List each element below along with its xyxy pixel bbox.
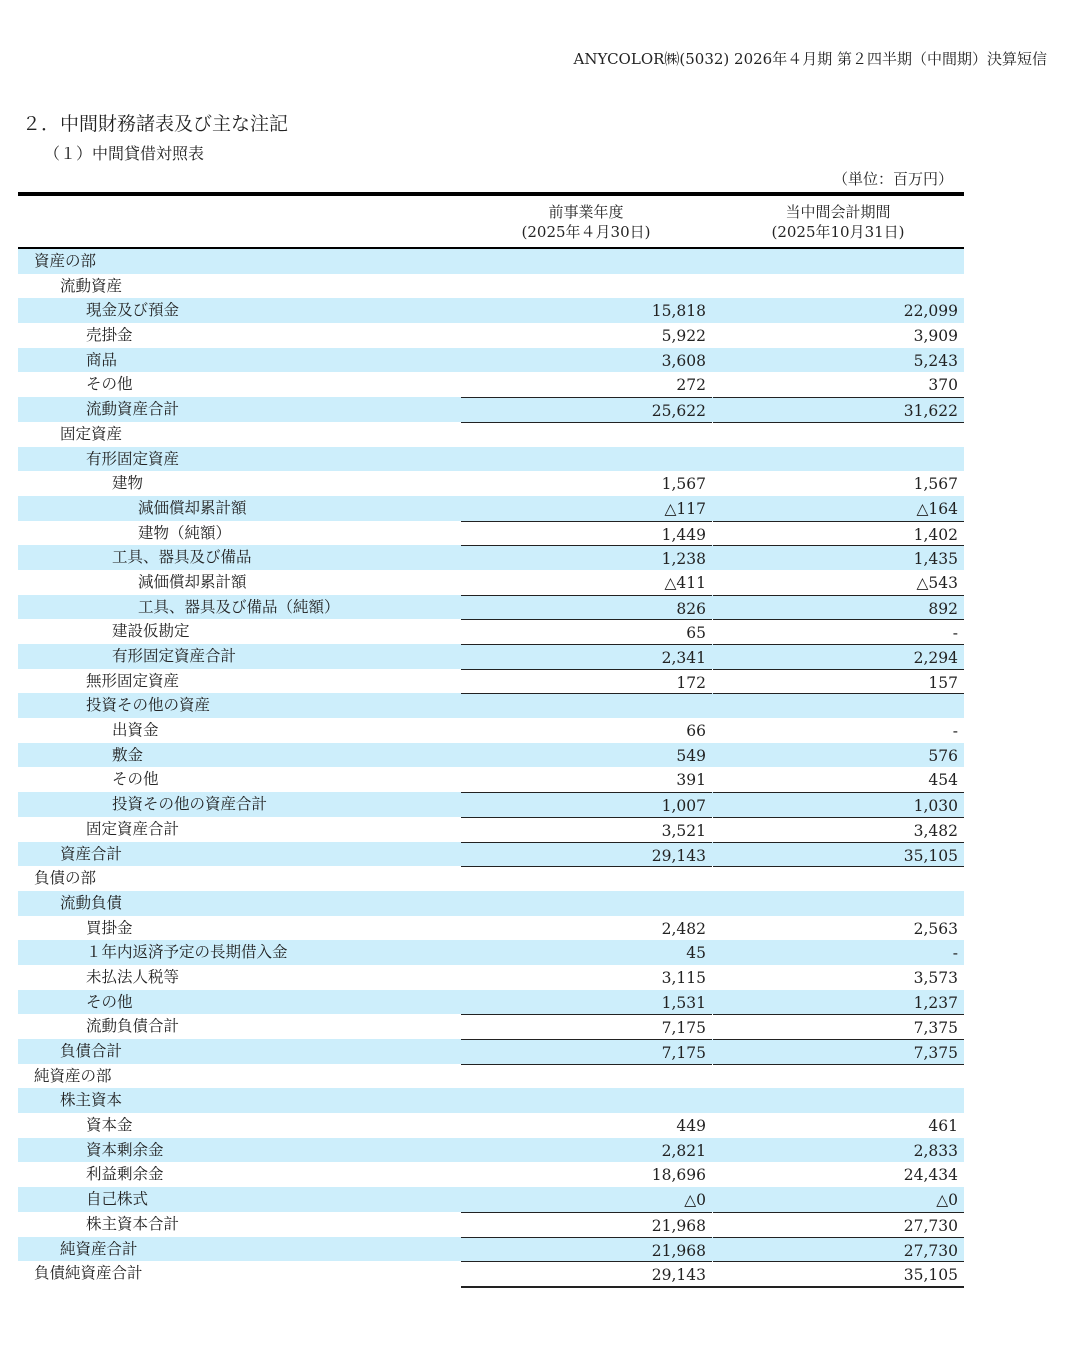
- value-current: 27,730: [713, 1237, 964, 1262]
- row-label: 負債純資産合計: [34, 1264, 143, 1283]
- table-row: [18, 447, 964, 472]
- value-current: 1,435: [713, 545, 964, 570]
- row-label: 商品: [86, 350, 118, 369]
- row-label: 有形固定資産合計: [112, 647, 237, 665]
- row-label: 建設仮勘定: [112, 622, 190, 641]
- table-row: [18, 521, 964, 546]
- row-label: 資産合計: [60, 844, 123, 863]
- value-prior: 549: [676, 746, 706, 765]
- row-label: 有形固定資産: [86, 449, 180, 468]
- table-row: [18, 274, 964, 299]
- value-current: 370: [928, 376, 958, 395]
- row-label: 固定資産合計: [86, 819, 180, 838]
- table-top-rule: [18, 192, 964, 196]
- table-row: [18, 1064, 964, 1089]
- row-label: 純資産合計: [60, 1239, 138, 1258]
- row-label: 敷金: [112, 745, 144, 764]
- value-prior: 65: [461, 619, 712, 644]
- value-prior: 25,622: [461, 397, 712, 422]
- table-row: [18, 1261, 964, 1286]
- table-row: [18, 595, 964, 620]
- table-row: [18, 743, 964, 768]
- value-current: [713, 447, 964, 472]
- value-current: 7,375: [713, 1039, 964, 1064]
- value-current: -: [952, 722, 958, 741]
- value-prior: 2,482: [661, 919, 706, 938]
- table-row: [18, 1187, 964, 1212]
- value-current: 1,030: [713, 792, 964, 817]
- unit-note: （単位：百万円）: [832, 170, 953, 188]
- value-prior: 29,143: [461, 1261, 712, 1286]
- value-prior: 1,531: [661, 993, 706, 1012]
- table-row: [18, 792, 964, 817]
- value-current: 31,622: [713, 397, 964, 422]
- row-label: 工具、器具及び備品（純額）: [138, 597, 340, 616]
- row-label: 流動負債: [60, 893, 123, 912]
- row-label: １年内返済予定の長期借入金: [86, 943, 288, 962]
- column-header-current-line1: 当中間会計期間: [785, 203, 891, 221]
- value-current: 27,730: [713, 1212, 964, 1237]
- table-row: [18, 496, 964, 521]
- value-current: 2,563: [913, 919, 958, 938]
- table-row: [18, 693, 964, 718]
- row-label: 自己株式: [86, 1190, 149, 1209]
- row-label: 投資その他の資産合計: [112, 795, 268, 814]
- value-prior: [461, 891, 712, 916]
- value-prior: △411: [664, 573, 706, 592]
- row-label: 資本剰余金: [86, 1140, 164, 1159]
- value-prior: 45: [686, 944, 706, 963]
- value-current: 461: [928, 1117, 958, 1136]
- value-prior: 272: [676, 376, 706, 395]
- table-row: [18, 422, 964, 447]
- value-current: [713, 1064, 964, 1089]
- row-label: 建物（純額）: [138, 523, 232, 542]
- table-row: [18, 1088, 964, 1113]
- value-current: [713, 866, 964, 891]
- value-current: 1,237: [913, 993, 958, 1012]
- value-prior: 1,238: [461, 545, 712, 570]
- value-current: 2,833: [913, 1141, 958, 1160]
- row-label: 流動負債合計: [86, 1017, 180, 1036]
- value-prior: 21,968: [461, 1237, 712, 1262]
- table-row: [18, 619, 964, 644]
- value-prior: 172: [461, 669, 712, 694]
- row-label: 資産の部: [34, 252, 97, 270]
- value-prior: 29,143: [461, 842, 712, 867]
- value-prior: 15,818: [651, 302, 706, 321]
- value-current: 1,402: [713, 521, 964, 546]
- value-prior: 449: [676, 1117, 706, 1136]
- row-label: 無形固定資産: [86, 671, 180, 690]
- table-row: [18, 1162, 964, 1187]
- table-row: [18, 397, 964, 422]
- value-current: 576: [928, 746, 958, 765]
- row-label: 負債の部: [34, 869, 97, 888]
- value-current: 1,567: [913, 475, 958, 494]
- value-current: [713, 274, 964, 299]
- value-prior: 3,115: [661, 968, 706, 987]
- value-prior: 21,968: [461, 1212, 712, 1237]
- table-row: [18, 1014, 964, 1039]
- table-row: [18, 298, 964, 323]
- row-label: 流動資産合計: [86, 400, 180, 419]
- table-row: [18, 866, 964, 891]
- value-prior: △117: [664, 499, 706, 518]
- table-row: [18, 570, 964, 595]
- row-label: 建物: [112, 474, 144, 493]
- value-current: 157: [713, 669, 964, 694]
- table-row: [18, 669, 964, 694]
- row-label: 減価償却累計額: [138, 498, 247, 517]
- row-label: 負債合計: [60, 1042, 123, 1060]
- column-header-prior-line2: (2025年４月30日): [521, 223, 651, 241]
- row-label: 未払法人税等: [86, 967, 180, 986]
- value-prior: 7,175: [461, 1014, 712, 1039]
- table-row: [18, 916, 964, 941]
- value-current: △164: [916, 499, 958, 518]
- value-current: 892: [713, 595, 964, 620]
- value-current: 3,482: [713, 817, 964, 842]
- table-row: [18, 842, 964, 867]
- value-current: [713, 1088, 964, 1113]
- table-row: [18, 323, 964, 348]
- table-row: [18, 990, 964, 1015]
- value-prior: 18,696: [651, 1166, 706, 1185]
- value-current: △543: [916, 573, 958, 592]
- table-row: [18, 1039, 964, 1064]
- section-title: ２．中間財務諸表及び主な注記: [22, 113, 289, 135]
- table-row: [18, 644, 964, 669]
- table-row: [18, 372, 964, 397]
- row-label: その他: [112, 770, 159, 789]
- value-prior: 7,175: [461, 1039, 712, 1064]
- table-row: [18, 940, 964, 965]
- value-prior: [461, 1064, 712, 1089]
- table-row: [18, 1113, 964, 1138]
- table-bottom-rule: [461, 1286, 964, 1288]
- value-current: 3,573: [913, 968, 958, 987]
- value-current: 3,909: [913, 327, 958, 346]
- table-row: [18, 718, 964, 743]
- column-header-prior-line1: 前事業年度: [548, 203, 624, 221]
- value-prior: [461, 274, 712, 299]
- value-current: [713, 693, 964, 718]
- table-row: [18, 1237, 964, 1262]
- value-current: 5,243: [913, 351, 958, 370]
- value-prior: 66: [686, 722, 706, 741]
- table-row: [18, 767, 964, 792]
- table-row: [18, 817, 964, 842]
- row-label: 投資その他の資産: [86, 696, 211, 715]
- row-label: 買掛金: [86, 918, 133, 937]
- row-label: その他: [86, 375, 133, 394]
- row-label: 減価償却累計額: [138, 572, 247, 591]
- row-label: 流動資産: [60, 276, 123, 295]
- value-current: 22,099: [903, 302, 958, 321]
- value-current: 24,434: [903, 1166, 958, 1185]
- column-header-prior: [461, 202, 711, 242]
- table-row: [18, 1212, 964, 1237]
- row-label: 資本金: [86, 1116, 133, 1135]
- value-prior: 1,449: [461, 521, 712, 546]
- table-row: [18, 965, 964, 990]
- value-current: -: [952, 944, 958, 963]
- row-label: 純資産の部: [34, 1066, 112, 1085]
- row-label: 売掛金: [86, 326, 133, 345]
- value-current: △0: [936, 1191, 958, 1210]
- value-prior: 2,341: [461, 644, 712, 669]
- value-prior: [461, 1088, 712, 1113]
- value-prior: 826: [461, 595, 712, 620]
- value-current: [713, 891, 964, 916]
- value-current: 7,375: [713, 1014, 964, 1039]
- value-prior: △0: [684, 1191, 706, 1210]
- column-header-current: [713, 202, 963, 242]
- row-label: その他: [86, 992, 133, 1011]
- value-prior: 3,608: [661, 351, 706, 370]
- value-current: 454: [928, 771, 958, 790]
- page-header: ANYCOLOR㈱(5032) 2026年４月期 第２四半期（中間期）決算短信: [573, 50, 1047, 68]
- sub-title: （１）中間貸借対照表: [44, 144, 205, 163]
- table-row: [18, 545, 964, 570]
- row-label: 現金及び預金: [86, 301, 180, 320]
- row-label: 工具、器具及び備品: [112, 548, 252, 567]
- value-current: 35,105: [713, 1261, 964, 1286]
- value-prior: 3,521: [461, 817, 712, 842]
- value-prior: [461, 447, 712, 472]
- value-current: [713, 249, 964, 274]
- value-current: -: [713, 619, 964, 644]
- table-row: [18, 249, 964, 274]
- value-prior: 5,922: [661, 327, 706, 346]
- balance-sheet-table: [18, 249, 964, 1286]
- value-current: 35,105: [713, 842, 964, 867]
- value-prior: [461, 422, 712, 447]
- value-prior: 391: [676, 771, 706, 790]
- row-label: 出資金: [112, 721, 159, 740]
- value-prior: [461, 866, 712, 891]
- value-prior: 1,007: [461, 792, 712, 817]
- table-row: [18, 348, 964, 373]
- table-row: [18, 1138, 964, 1163]
- row-label: 利益剰余金: [86, 1165, 164, 1184]
- row-label: 株主資本合計: [86, 1214, 180, 1233]
- value-current: 2,294: [713, 644, 964, 669]
- table-row: [18, 471, 964, 496]
- column-header-current-line2: (2025年10月31日): [771, 223, 905, 241]
- row-label: 株主資本: [60, 1091, 123, 1110]
- value-prior: 2,821: [661, 1141, 706, 1160]
- table-row: [18, 891, 964, 916]
- value-prior: 1,567: [661, 475, 706, 494]
- row-label: 固定資産: [60, 424, 123, 443]
- value-prior: [461, 693, 712, 718]
- value-current: [713, 422, 964, 447]
- value-prior: [461, 249, 712, 274]
